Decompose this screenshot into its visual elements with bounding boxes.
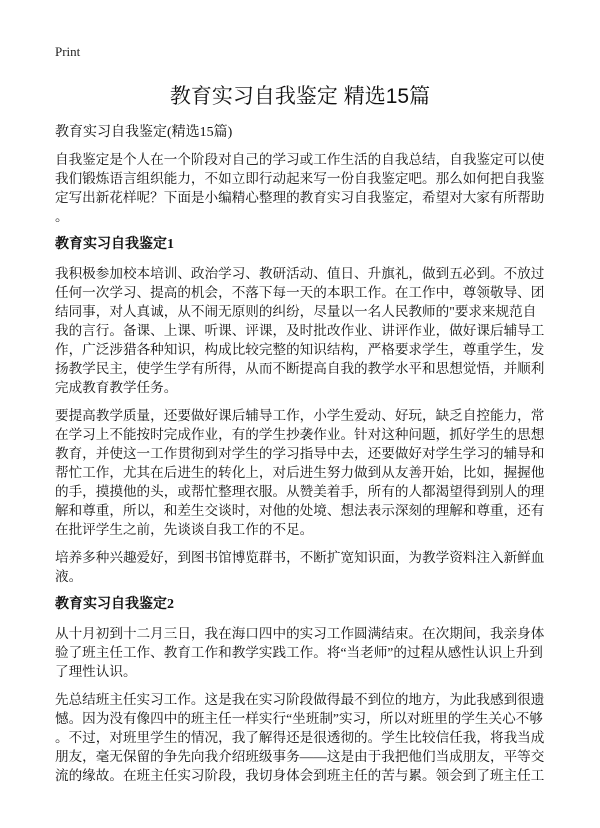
document-body — [55, 150, 555, 794]
text-line: 定写出新花样呢？下面是小编精心整理的教育实习自我鉴定，希望对大家有所帮助 — [55, 190, 545, 205]
text-line: 了理性认识。 — [55, 664, 137, 679]
text-line: 任何一次学习、提高的机会，不落下每一天的本职工作。在工作中，尊领敬导、团 — [55, 285, 545, 300]
text-line: 朋友，毫无保留的争先向我介绍班级事务——这是由于我把他们当成朋友，平等交 — [55, 749, 545, 764]
text-line: 在学习上不能按时完成作业，有的学生抄袭作业。针对这种问题，抓好学生的思想 — [55, 427, 545, 442]
section-heading: 教育实习自我鉴定1 — [55, 237, 174, 252]
text-line: 扬教学民主，使学生学有所得，从而不断提高自我的教学水平和思想觉悟，并顺利 — [55, 361, 545, 376]
text-line: 我积极参加校本培训、政治学习、教研活动、值日、升旗礼，做到五必到。不放过 — [55, 266, 545, 281]
text-line: 结同事，对人真诚，从不闹无原则的纠纷，尽量以一名人民教师的"要求来规范自 — [55, 304, 537, 319]
text-line: 的手，摸摸他的头，或帮忙整理衣服。从赞美着手，所有的人都渴望得到别人的理 — [55, 484, 545, 499]
text-line: 先总结班主任实习工作。这是我在实习阶段做得最不到位的地方，为此我感到很遗 — [55, 692, 545, 707]
text-line: 培养多种兴趣爱好，到图书馆博览群书，不断扩宽知识面，为教学资料注入新鲜血 — [55, 550, 545, 565]
page-title: 教育实习自我鉴定 精选15篇 — [169, 85, 431, 108]
text-line: 在批评学生之前，先谈谈自我工作的不足。 — [55, 522, 314, 537]
text-line: 教育，并使这一工作贯彻到对学生的学习指导中去，还要做好对学生学习的辅导和 — [55, 446, 545, 461]
text-line: 我们锻炼语言组织能力，不如立即行动起来写一份自我鉴定吧。那么如何把自我鉴 — [55, 171, 545, 186]
text-line: 液。 — [55, 569, 83, 584]
text-line: 作，广泛涉猎各种知识，构成比较完整的知识结构，严格要求学生，尊重学生，发 — [55, 342, 545, 357]
text-line: 。不过，对班里学生的情况，我了解得还是很透彻的。学生比较信任我，将我当成 — [55, 730, 545, 745]
text-line: 自我鉴定是个人在一个阶段对自己的学习或工作生活的自我总结，自我鉴定可以使 — [55, 152, 545, 167]
text-line: 要提高教学质量，还要做好课后辅导工作，小学生爱动、好玩，缺乏自控能力，常 — [55, 408, 545, 423]
text-line: 流的缘故。在班主任实习阶段，我切身体会到班主任的苦与累。领会到了班主任工 — [55, 768, 545, 783]
text-line: 解和尊重，所以，和差生交谈时，对他的处境、想法表示深刻的理解和尊重，还有 — [55, 503, 545, 518]
section-heading: 教育实习自我鉴定2 — [55, 597, 174, 612]
document-subtitle: 教育实习自我鉴定(精选15篇) — [55, 125, 233, 140]
paragraph — [55, 690, 555, 785]
text-line: 。 — [55, 209, 69, 224]
text-line: 我的言行。备课、上课、听课、评课，及时批改作业、讲评作业，做好课后辅导工 — [55, 323, 545, 338]
text-line: 憾。因为没有像四中的班主任一样实行“坐班制”实习，所以对班里的学生关心不够 — [55, 711, 543, 726]
paragraph — [55, 548, 555, 586]
text-line: 验了班主任工作、教育工作和教学实践工作。将“当老师”的过程从感性认识上升到 — [55, 645, 543, 660]
paragraph — [55, 150, 555, 226]
paragraph — [55, 406, 555, 539]
paragraph — [55, 624, 555, 681]
text-line: 完成教育教学任务。 — [55, 380, 178, 395]
print-link[interactable]: Print — [55, 44, 81, 59]
text-line: 帮忙工作，尤其在后进生的转化上，对后进生努力做到从友善开始，比如，握握他 — [55, 465, 545, 480]
paragraph — [55, 264, 555, 397]
text-line: 从十月初到十二月三日，我在海口四中的实习工作圆满结束。在次期间，我亲身体 — [55, 626, 545, 641]
